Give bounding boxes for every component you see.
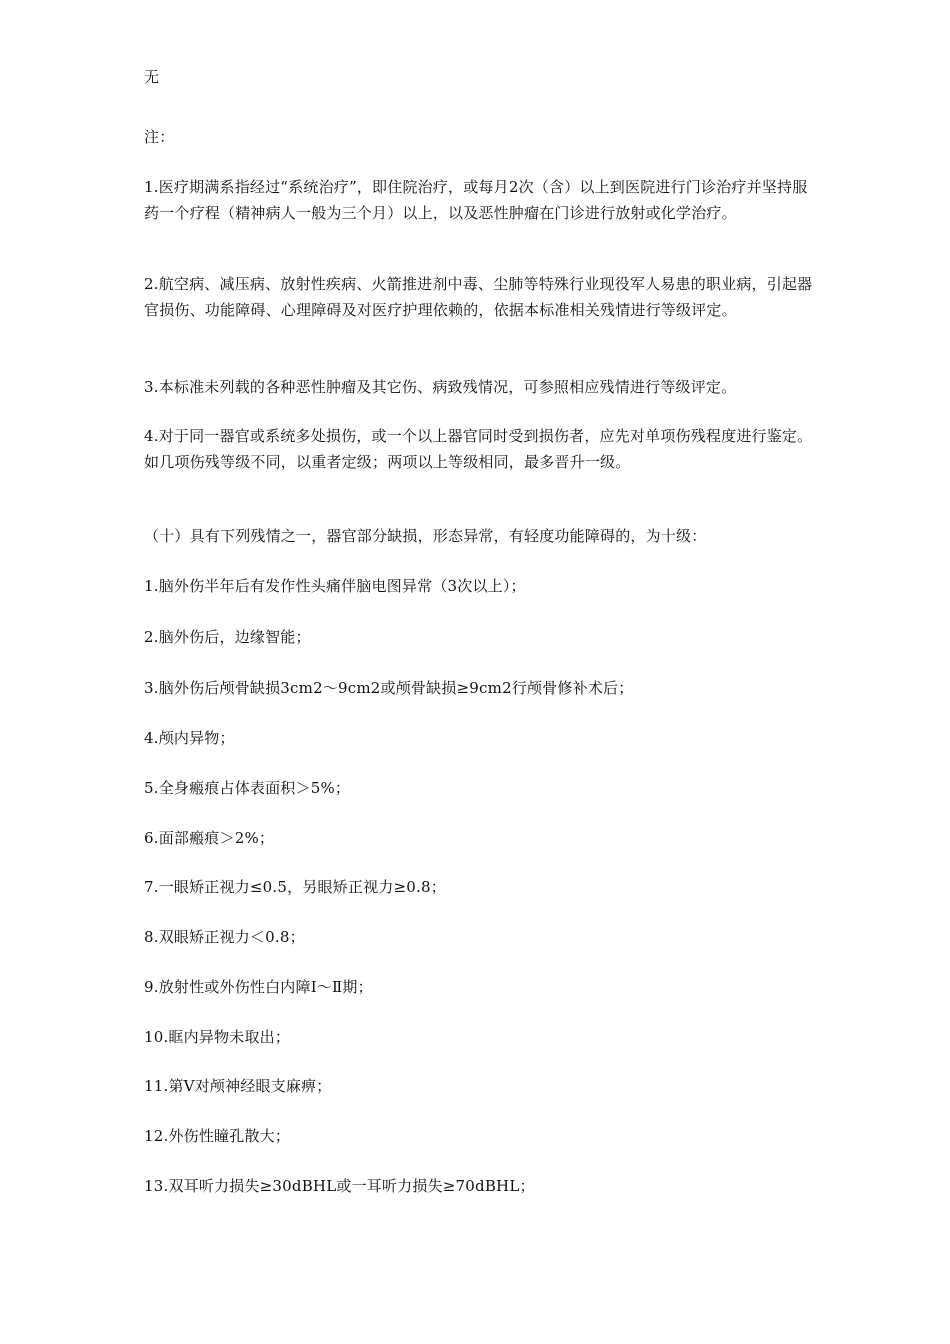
list-item: 4.颅内异物； bbox=[144, 729, 235, 747]
note-paragraph-1: 1.医疗期满系指经过“系统治疗”，即住院治疗，或每月2次（含）以上到医院进行门诊治疗并坚持服药一个疗程（精神病人一般为三个月）以上，以及恶性肿瘤在门诊进行放射或化学治疗。 bbox=[144, 178, 808, 222]
list-item: 10.眶内异物未取出； bbox=[144, 1028, 291, 1046]
note-paragraph-2: 2.航空病、减压病、放射性疾病、火箭推进剂中毒、尘肺等特殊行业现役军人易患的职业病，引起器官损伤、功能障碍、心理障碍及对医疗护理依赖的，依据本标准相关残情进行等级评定。 bbox=[144, 275, 813, 319]
list-item: 6.面部瘢痕＞2%； bbox=[144, 829, 275, 847]
grade-heading: （十）具有下列残情之一，器官部分缺损，形态异常，有轻度功能障碍的，为十级： bbox=[144, 527, 707, 545]
note-paragraph-3: 3.本标准未列载的各种恶性肿瘤及其它伤、病致残情况，可参照相应残情进行等级评定。 bbox=[144, 378, 737, 396]
list-item: 7.一眼矫正视力≤0.5，另眼矫正视力≥0.8； bbox=[144, 878, 446, 896]
list-item: 9.放射性或外伤性白内障Ⅰ～Ⅱ期； bbox=[144, 978, 373, 996]
list-item: 13.双耳听力损失≥30dBHL或一耳听力损失≥70dBHL； bbox=[144, 1177, 535, 1195]
list-item: 3.脑外伤后颅骨缺损3cm2～9cm2或颅骨缺损≥9cm2行颅骨修补术后； bbox=[144, 679, 634, 697]
list-item: 1.脑外伤半年后有发作性头痛伴脑电图异常（3次以上）； bbox=[144, 577, 526, 595]
list-item: 8.双眼矫正视力＜0.8； bbox=[144, 928, 305, 946]
note-paragraph-4: 4.对于同一器官或系统多处损伤，或一个以上器官同时受到损伤者，应先对单项伤残程度进行鉴定。如几项伤残等级不同，以重者定级；两项以上等级相同，最多晋升一级。 bbox=[144, 427, 813, 471]
list-item: 2.脑外伤后，边缘智能； bbox=[144, 628, 311, 646]
list-item: 5.全身瘢痕占体表面积＞5%； bbox=[144, 779, 351, 797]
list-item: 11.第Ⅴ对颅神经眼支麻痹； bbox=[144, 1077, 332, 1095]
top-word: 无 bbox=[144, 68, 160, 86]
list-item: 12.外伤性瞳孔散大； bbox=[144, 1127, 291, 1145]
note-heading: 注： bbox=[144, 128, 175, 146]
